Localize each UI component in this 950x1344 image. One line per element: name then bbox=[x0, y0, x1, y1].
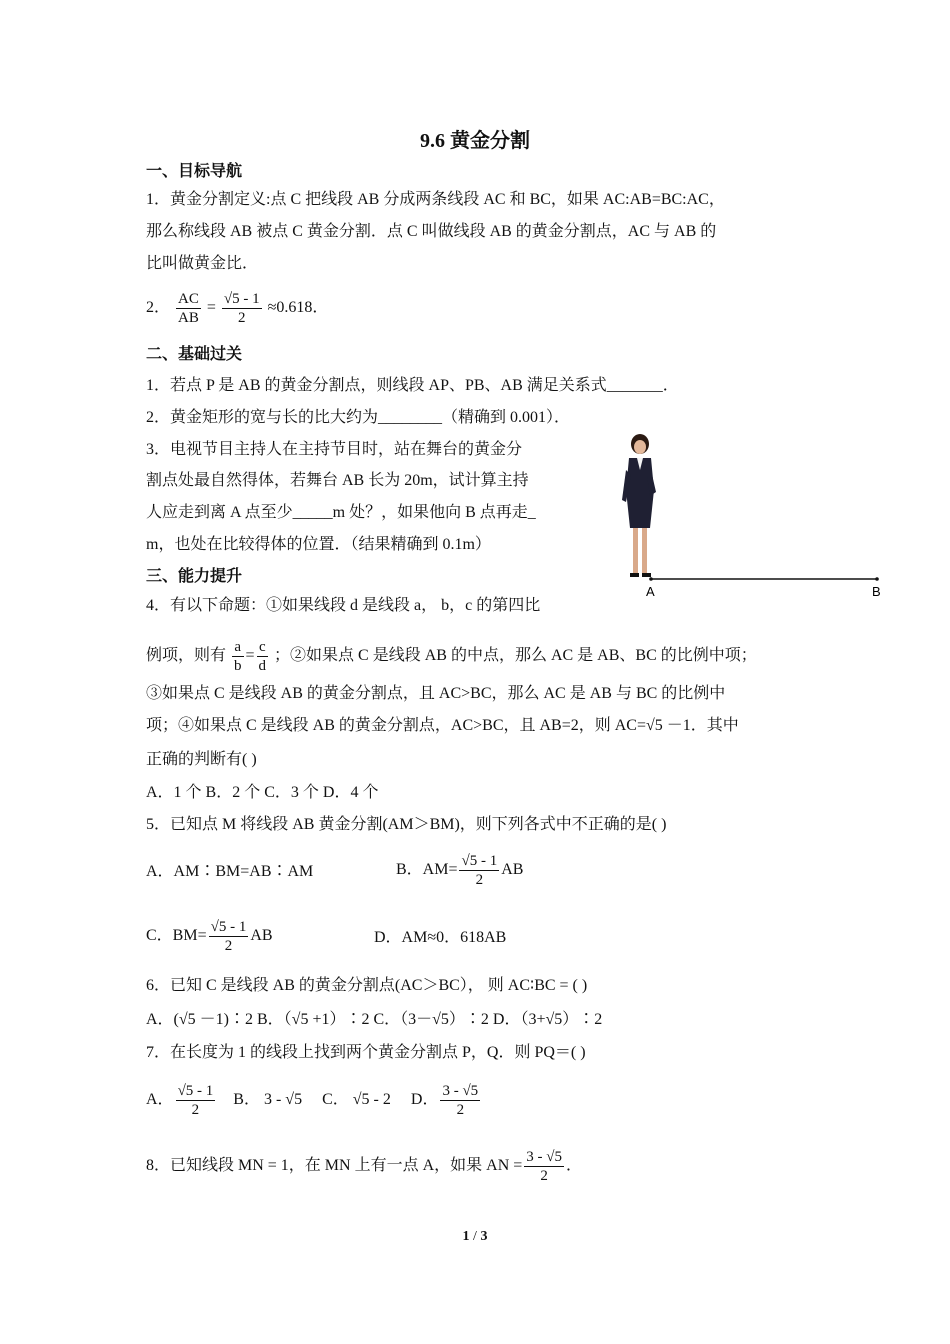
question-4-line-4: 项；④如果点 C 是线段 AB 的黄金分割点，AC>BC，且 AB=2，则 AC=√5 －1．其中 bbox=[146, 717, 739, 734]
fraction-den: 2 bbox=[475, 872, 484, 888]
option-b: B． 3 - √5 bbox=[233, 1091, 303, 1109]
definition-line-3: 比叫做黄金比． bbox=[146, 255, 259, 272]
label-a: A bbox=[646, 584, 655, 599]
definition-line-1: 1．黄金分割定义:点 C 把线段 AB 分成两条线段 AC 和 BC，如果 AC:AB=BC:AC， bbox=[146, 191, 725, 208]
presenter-leg-left bbox=[633, 528, 638, 574]
section-heading-goals: 一、目标导航 bbox=[146, 163, 243, 180]
question-7-options bbox=[146, 1082, 482, 1119]
question-3-line-1: 3．电视节目主持人在主持节目时，站在舞台的黄金分 bbox=[146, 441, 523, 458]
page-title: 9.6 黄金分割 bbox=[420, 130, 530, 152]
question-5-option-d: D．AM≈0．618AB bbox=[374, 929, 507, 946]
fraction-num: 3 - √5 bbox=[442, 1083, 479, 1099]
question-8 bbox=[146, 1148, 582, 1185]
option-d-prefix: D． bbox=[410, 1091, 439, 1109]
question-5: 5．已知点 M 将线段 AB 黄金分割(AM＞BM)，则下列各式中不正确的是( ) bbox=[146, 816, 667, 833]
page-separator: / bbox=[469, 1229, 481, 1244]
question-2: 2．黄金矩形的宽与长的比大约为________（精确到 0.001）． bbox=[146, 409, 571, 426]
question-5-option-c bbox=[146, 918, 273, 955]
definition-line-2: 那么称线段 AB 被点 C 黄金分割．点 C 叫做线段 AB 的黄金分割点，AC 与 AB 的 bbox=[146, 223, 717, 240]
option-prefix: C．BM= bbox=[146, 927, 207, 945]
fraction-num: √5 - 1 bbox=[223, 291, 260, 307]
option-tail: AB bbox=[250, 927, 273, 945]
q4-tail: ；②如果点 C 是线段 AB 的中点，那么 AC 是 AB、BC 的比例中项； bbox=[274, 647, 757, 665]
point-a bbox=[649, 577, 653, 581]
fraction-num: a bbox=[232, 638, 244, 657]
fraction-option-a bbox=[176, 1082, 216, 1119]
presenter-shoe-left bbox=[630, 573, 639, 577]
fraction-den: b bbox=[234, 658, 242, 674]
fraction-ac-ab bbox=[176, 290, 201, 327]
fraction-golden bbox=[222, 290, 262, 327]
total-pages: 3 bbox=[480, 1229, 488, 1244]
fraction-golden bbox=[209, 918, 249, 955]
presenter-illustration bbox=[622, 434, 656, 577]
fraction-num: 3 - √5 bbox=[526, 1149, 563, 1165]
approx-value: ≈0.618． bbox=[267, 299, 329, 317]
fraction-den: d bbox=[258, 658, 267, 674]
fraction-den: AB bbox=[178, 310, 199, 326]
fraction-c-d bbox=[257, 638, 269, 675]
fraction-a-b bbox=[232, 638, 244, 675]
question-4-options: A．1 个 B．2 个 C．3 个 D．4 个 bbox=[146, 784, 379, 801]
option-tail: AB bbox=[501, 861, 524, 879]
question-5-option-a: A．AM∶BM=AB∶AM bbox=[146, 863, 314, 880]
fraction-num: √5 - 1 bbox=[210, 919, 247, 935]
fraction-den: 2 bbox=[224, 938, 233, 954]
fraction-option-d bbox=[440, 1082, 480, 1119]
fraction-an bbox=[524, 1148, 564, 1185]
question-4-line-2: 例项，则有 $\frac{a}{b}$ = $\frac{c}{d}$ ；②如果点 C 是线段 AB 的中点，那么 AC 是 AB、BC 的比例中项； bbox=[146, 639, 757, 674]
q8-tail: ． bbox=[566, 1157, 583, 1175]
presenter-leg-right bbox=[642, 528, 647, 574]
option-c: C． √5 - 2 bbox=[322, 1091, 391, 1109]
equals-sign: = bbox=[206, 299, 216, 317]
label-b: B bbox=[872, 584, 881, 599]
section-heading-advanced: 三、能力提升 bbox=[146, 568, 243, 585]
current-page: 1 bbox=[462, 1229, 470, 1244]
option-a-prefix: A． bbox=[146, 1091, 174, 1109]
q8-prefix: 8．已知线段 MN = 1，在 MN 上有一点 A，如果 AN = bbox=[146, 1157, 523, 1175]
fraction-den: 2 bbox=[456, 1102, 465, 1118]
q4-prefix: 例项，则有 bbox=[146, 647, 227, 665]
fraction-num: AC bbox=[178, 291, 199, 307]
question-3-line-2: 割点处最自然得体，若舞台 AB 长为 20m，试计算主持 bbox=[146, 472, 529, 489]
question-4-line-5: 正确的判断有( ) bbox=[146, 751, 257, 768]
golden-ratio-formula bbox=[146, 290, 328, 327]
stage-figure bbox=[620, 430, 890, 605]
fraction-den: 2 bbox=[540, 1168, 548, 1184]
question-5-option-b bbox=[396, 852, 523, 889]
question-6-options: A．(√5 －1)∶2 B．（√5 +1）∶2 C．（3－√5）∶2 D．（3+√5）∶2 bbox=[146, 1011, 603, 1028]
question-4-line-1: 4．有以下命题：①如果线段 d 是线段 a， b，c 的第四比 bbox=[146, 597, 541, 614]
question-6: 6．已知 C 是线段 AB 的黄金分割点(AC＞BC）， 则 AC∶BC = ( ) bbox=[146, 977, 588, 994]
question-7: 7．在长度为 1 的线段上找到两个黄金分割点 P，Q．则 PQ＝( ) bbox=[146, 1044, 586, 1061]
option-prefix: B．AM= bbox=[396, 861, 458, 879]
fraction-den: 2 bbox=[238, 310, 246, 326]
page-indicator bbox=[0, 1229, 950, 1245]
presenter-shoe-right bbox=[642, 573, 651, 577]
formula-prefix: 2． bbox=[146, 299, 171, 317]
question-3-line-4: m，也处在比较得体的位置．（结果精确到 0.1m） bbox=[146, 536, 491, 553]
point-b bbox=[875, 577, 879, 581]
question-4-line-3: ③如果点 C 是线段 AB 的黄金分割点，且 AC>BC，那么 AC 是 AB 与 BC 的比例中 bbox=[146, 685, 726, 702]
fraction-golden bbox=[459, 852, 499, 889]
section-heading-basics: 二、基础过关 bbox=[146, 346, 243, 363]
fraction-den: 2 bbox=[191, 1102, 200, 1118]
fraction-num: √5 - 1 bbox=[177, 1083, 214, 1099]
question-3-line-3: 人应走到离 A 点至少_____m 处？，如果他向 B 点再走_ bbox=[146, 504, 536, 521]
fraction-num: √5 - 1 bbox=[461, 853, 498, 869]
presenter-face bbox=[634, 440, 646, 454]
question-1: 1．若点 P 是 AB 的黄金分割点，则线段 AP、PB、AB 满足关系式_______． bbox=[146, 377, 679, 394]
fraction-num: c bbox=[257, 638, 269, 657]
